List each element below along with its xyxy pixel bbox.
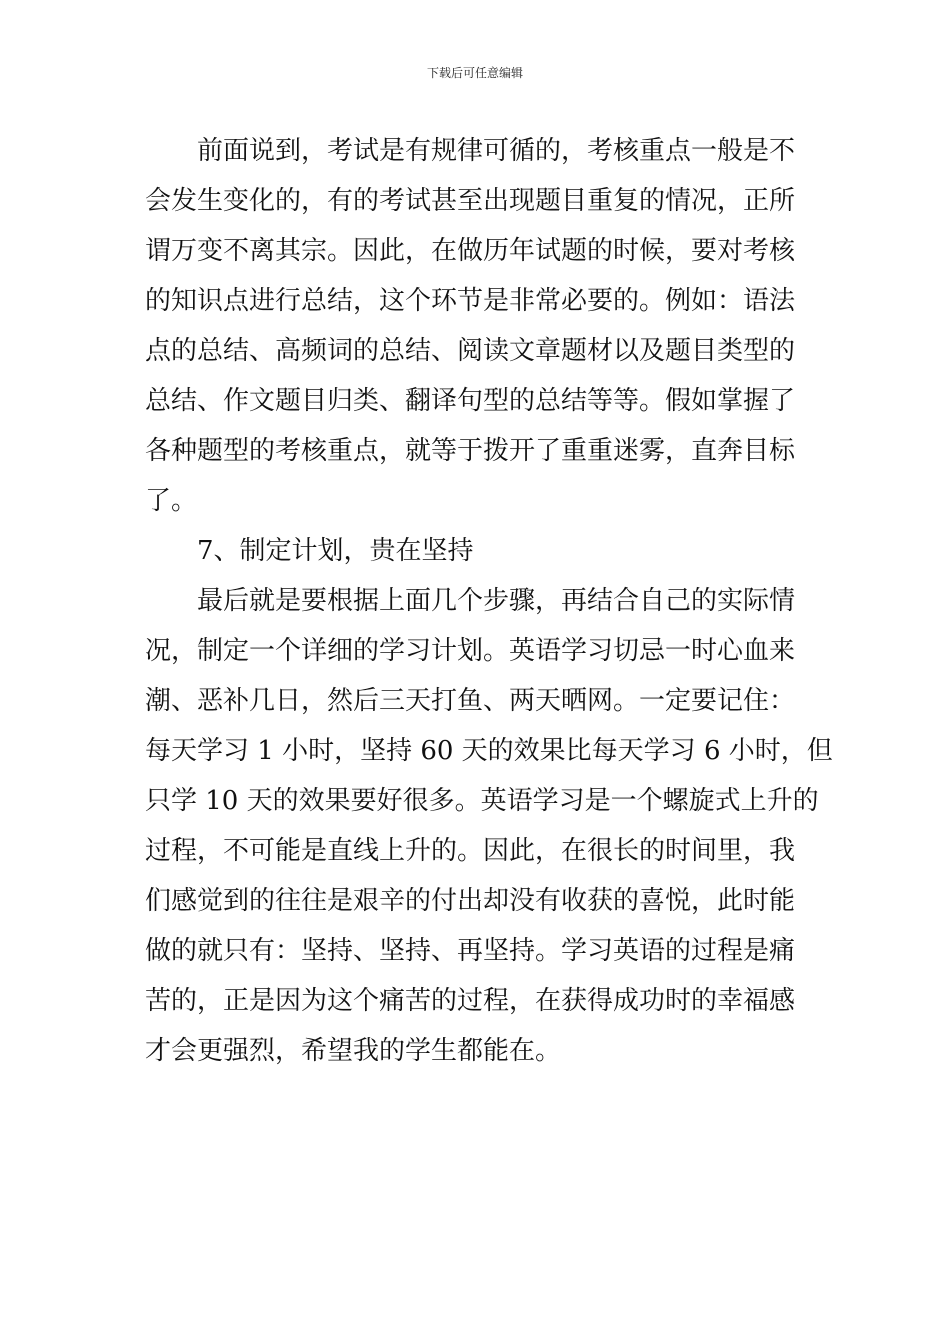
section-heading: 7、制定计划，贵在坚持 xyxy=(197,536,474,566)
paragraph-line: 才会更强烈，希望我的学生都能在。 xyxy=(145,1036,562,1066)
body-text xyxy=(145,126,833,1076)
paragraph-line: 谓万变不离其宗。因此，在做历年试题的时候，要对考核 xyxy=(145,236,796,266)
paragraph-line: 总结、作文题目归类、翻译句型的总结等等。假如掌握了 xyxy=(145,386,796,416)
paragraph-line: 最后就是要根据上面几个步骤，再结合自己的实际情 xyxy=(197,586,796,616)
paragraph-line: 只学 10 天的效果要好很多。英语学习是一个螺旋式上升的 xyxy=(145,786,819,816)
paragraph-line: 的知识点进行总结，这个环节是非常必要的。例如：语法 xyxy=(145,286,796,316)
paragraph-line: 苦的，正是因为这个痛苦的过程，在获得成功时的幸福感 xyxy=(145,986,796,1016)
paragraph-line: 们感觉到的往往是艰辛的付出却没有收获的喜悦，此时能 xyxy=(145,886,796,916)
paragraph-line: 点的总结、高频词的总结、阅读文章题材以及题目类型的 xyxy=(145,336,796,366)
paragraph-line: 况，制定一个详细的学习计划。英语学习切忌一时心血来 xyxy=(145,636,796,666)
paragraph-line: 前面说到，考试是有规律可循的，考核重点一般是不 xyxy=(197,136,796,166)
paragraph-line: 潮、恶补几日，然后三天打鱼、两天晒网。一定要记住： xyxy=(145,686,796,716)
paragraph-line: 过程，不可能是直线上升的。因此，在很长的时间里，我 xyxy=(145,836,796,866)
paragraph-line: 了。 xyxy=(145,486,198,516)
paragraph-line: 会发生变化的，有的考试甚至出现题目重复的情况，正所 xyxy=(145,186,796,216)
header-note: 下载后可任意编辑 xyxy=(426,66,523,80)
paragraph-line: 每天学习 1 小时，坚持 60 天的效果比每天学习 6 小时，但 xyxy=(145,736,833,766)
paragraph-line: 各种题型的考核重点，就等于拨开了重重迷雾，直奔目标 xyxy=(145,436,796,466)
paragraph-line: 做的就只有：坚持、坚持、再坚持。学习英语的过程是痛 xyxy=(145,936,796,966)
